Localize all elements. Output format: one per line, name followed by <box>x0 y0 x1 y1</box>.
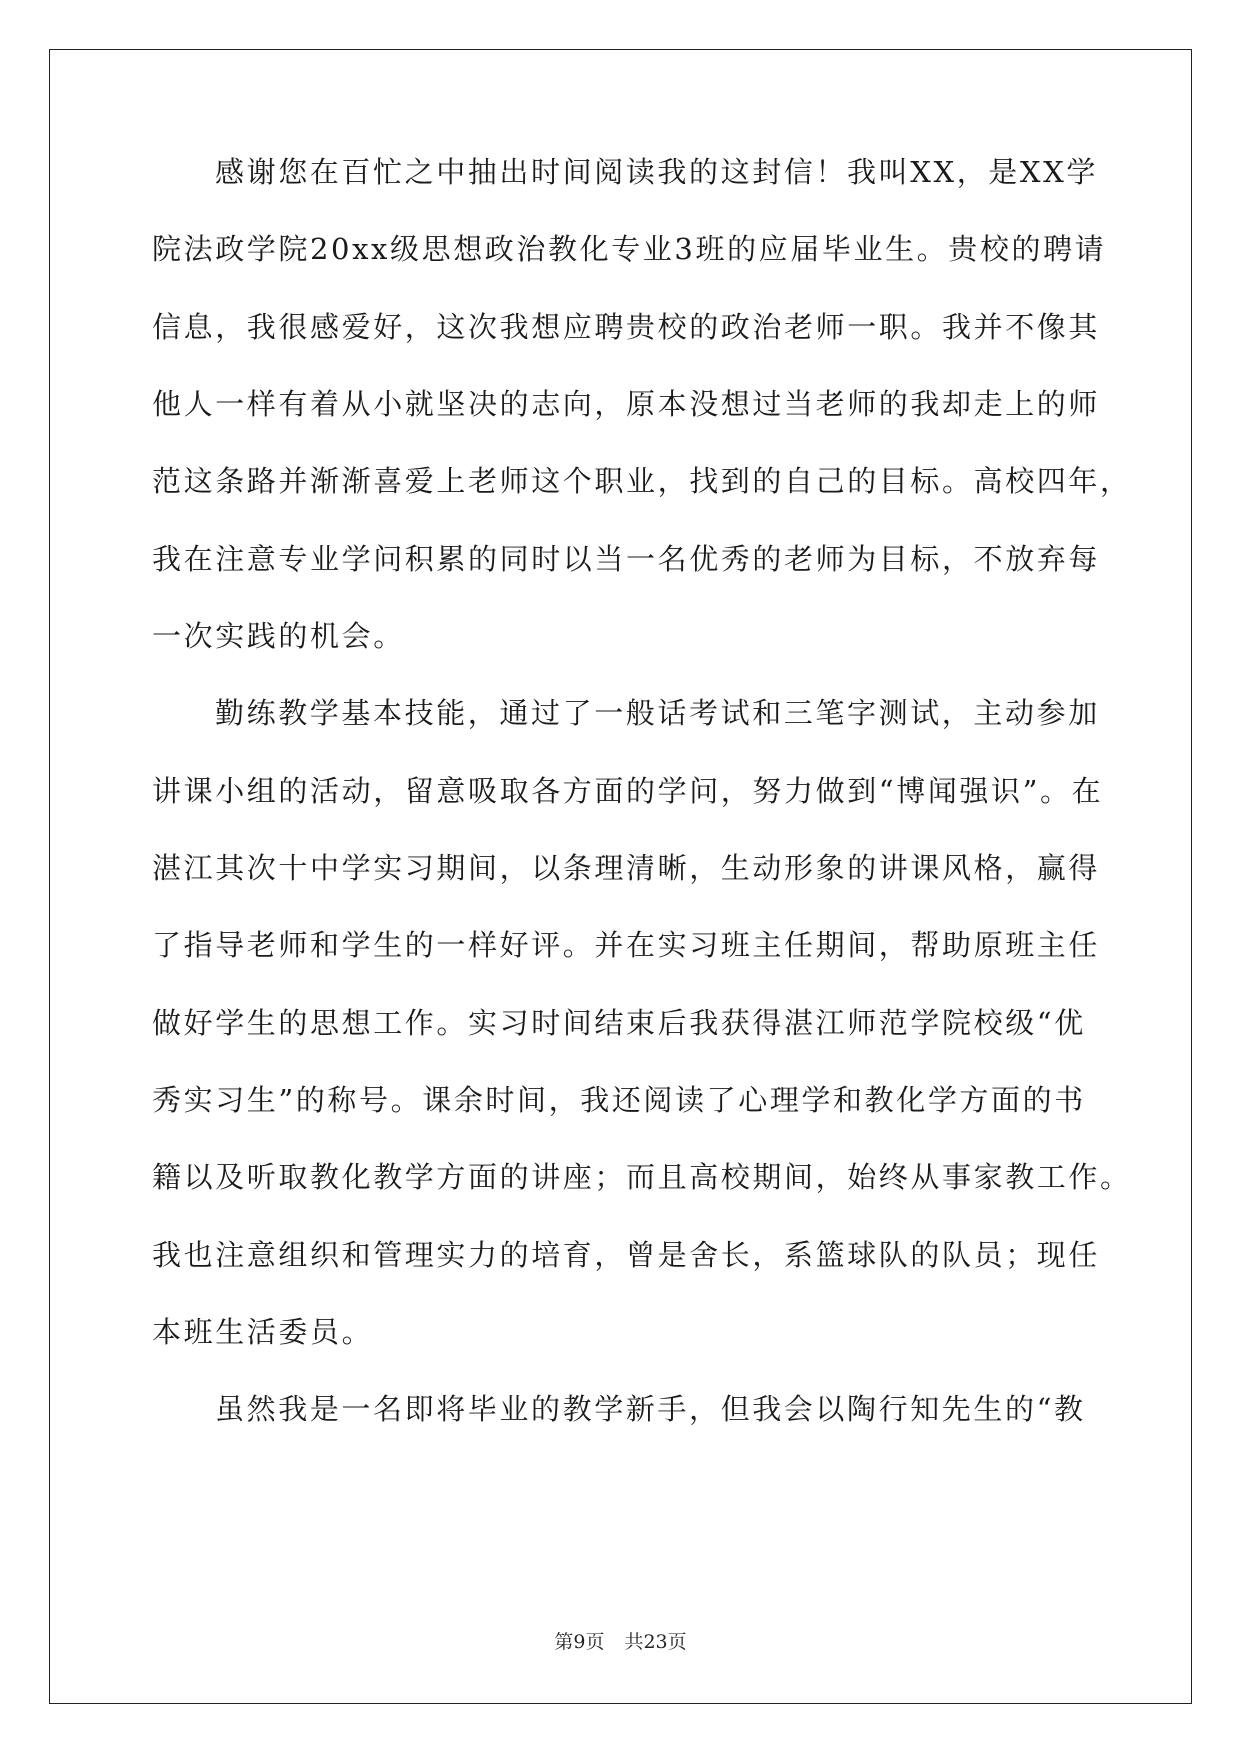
text-line: 范这条路并渐渐喜爱上老师这个职业，找到的自己的目标。高校四年， <box>152 464 1132 498</box>
text-line: 院法政学院20xx级思想政治教化专业3班的应届毕业生。贵校的聘请 <box>152 232 1107 266</box>
text-line: 信息，我很感爱好，这次我想应聘贵校的政治老师一职。我并不像其 <box>152 310 1101 344</box>
text-line: 秀实习生”的称号。课余时间，我还阅读了心理学和教化学方面的书 <box>152 1083 1086 1117</box>
text-line: 勤练教学基本技能，通过了一般话考试和三笔字测试，主动参加 <box>215 696 1100 730</box>
text-line: 做好学生的思想工作。实习时间结束后我获得湛江师范学院校级“优 <box>152 1006 1086 1040</box>
text-line: 感谢您在百忙之中抽出时间阅读我的这封信！我叫XX，是XX学 <box>215 155 1098 189</box>
page-number: 第9页 <box>554 1631 605 1653</box>
page-total: 共23页 <box>624 1631 687 1653</box>
text-line: 虽然我是一名即将毕业的教学新手，但我会以陶行知先生的“教 <box>215 1392 1086 1426</box>
text-line: 湛江其次十中学实习期间，以条理清晰，生动形象的讲课风格，赢得 <box>152 851 1101 885</box>
text-line: 本班生活委员。 <box>152 1315 374 1349</box>
text-line: 我也注意组织和管理实力的培育，曾是舍长，系篮球队的队员；现任 <box>152 1238 1101 1272</box>
text-line: 我在注意专业学问积累的同时以当一名优秀的老师为目标，不放弃每 <box>152 542 1101 576</box>
text-line: 一次实践的机会。 <box>152 619 405 653</box>
text-line: 他人一样有着从小就坚决的志向，原本没想过当老师的我却走上的师 <box>152 387 1101 421</box>
page-footer <box>0 1630 1241 1654</box>
text-line: 讲课小组的活动，留意吸取各方面的学问，努力做到“博闻强识”。在 <box>152 774 1104 808</box>
text-line: 籍以及听取教化教学方面的讲座；而且高校期间，始终从事家教工作。 <box>152 1160 1132 1194</box>
text-line: 了指导老师和学生的一样好评。并在实习班主任期间，帮助原班主任 <box>152 928 1101 962</box>
